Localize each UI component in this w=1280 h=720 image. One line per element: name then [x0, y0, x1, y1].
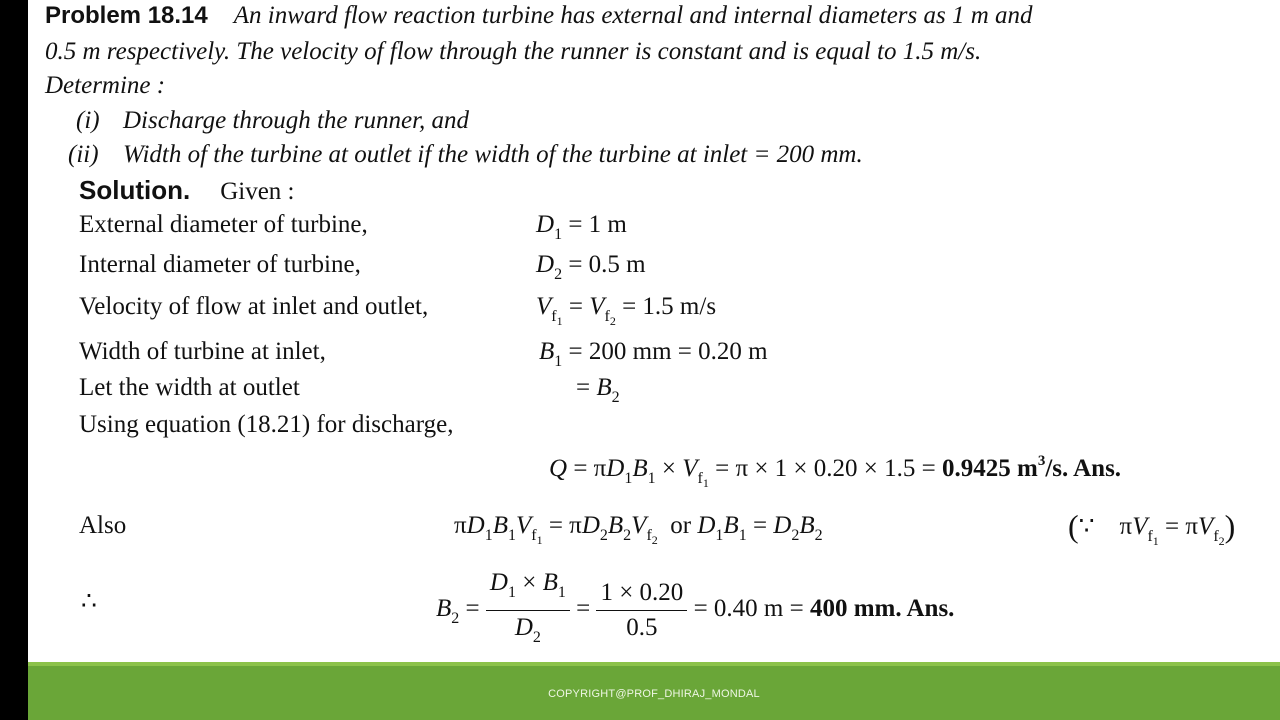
item-1-text: Discharge through the runner, and [123, 107, 470, 134]
equation-d2: $D_2 = 0.5$ m [536, 251, 646, 283]
given-row-label: Internal diameter of turbine, [79, 251, 361, 278]
also-label: Also [79, 512, 127, 539]
width-answer: 400 mm. Ans. [809, 595, 955, 623]
equation-b2: = $B_2$ [576, 374, 620, 406]
fraction-symbolic: $\frac{D_1 \times B_1}{D_2}$ [486, 566, 570, 655]
continuity-equation: $\pi D_1B_1V_{f_1} = \pi D_2B_2V_{f_2}$ or $D_1B_1 = D_2B_2$ [454, 512, 823, 547]
equation-velocity: $V_{f_1} = V_{f_2} = 1.5$ m/s [536, 293, 717, 328]
since-note: (∵ $\pi V_{f_1} = \pi V_{f_2}$) [1068, 508, 1236, 548]
equation-d1: $D_1 = 1$ m [536, 211, 627, 243]
therefore-symbol: ∴ [81, 588, 97, 615]
using-equation-text: Using equation (18.21) for discharge, [79, 411, 454, 438]
discharge-unit: m [1016, 455, 1038, 482]
width-outlet-equation: $B_2$ = $\frac{D_1 \times B_1}{D_2}$ = $\frac{1 \times 0.20}{0.5}$ = 0.40 m = 400 mm. Ans. [436, 566, 954, 655]
copyright-text: COPYRIGHT@PROF_DHIRAJ_MONDAL [548, 688, 760, 700]
document-page [28, 0, 1280, 662]
problem-line-1 [45, 2, 1033, 30]
solution-heading-line [79, 175, 295, 206]
footer-bar [28, 662, 1280, 720]
problem-text-1: An inward flow reaction turbine has external and internal diameters as 1 m and [233, 2, 1033, 29]
item-1-number: (i) [76, 107, 100, 134]
determine-label: Determine : [45, 72, 166, 99]
item-2-text: Width of the turbine at outlet if the width of the turbine at inlet = 200 mm. [123, 141, 863, 168]
given-row-label: External diameter of turbine, [79, 211, 368, 238]
given-row-label: Velocity of flow at inlet and outlet, [79, 293, 429, 320]
given-row-label: Width of turbine at inlet, [79, 338, 326, 365]
problem-text-2: 0.5 m respectively. The velocity of flow through the runner is constant and is equal to 1.5 m/s. [45, 38, 982, 65]
solution-heading: Solution. [79, 175, 191, 205]
problem-heading: Problem 18.14 [45, 2, 208, 29]
given-label: Given : [220, 178, 295, 205]
discharge-ans-suffix: /s. Ans. [1045, 455, 1122, 482]
fraction-numeric: $\frac{1 \times 0.20}{0.5}$ [596, 576, 687, 645]
equation-b1: $B_1 = 200$ mm = 0.20 m [539, 338, 768, 370]
discharge-equation: $Q = \pi D_1B_1 \times V_{f_1} = \pi \times 1 \times 0.20 \times 1.5 = 0.9425$ $m^3/s$. Ans. [549, 453, 1122, 490]
item-2-number: (ii) [68, 141, 99, 168]
discharge-answer: 0.9425 [941, 455, 1011, 482]
given-row-label: Let the width at outlet [79, 374, 300, 401]
